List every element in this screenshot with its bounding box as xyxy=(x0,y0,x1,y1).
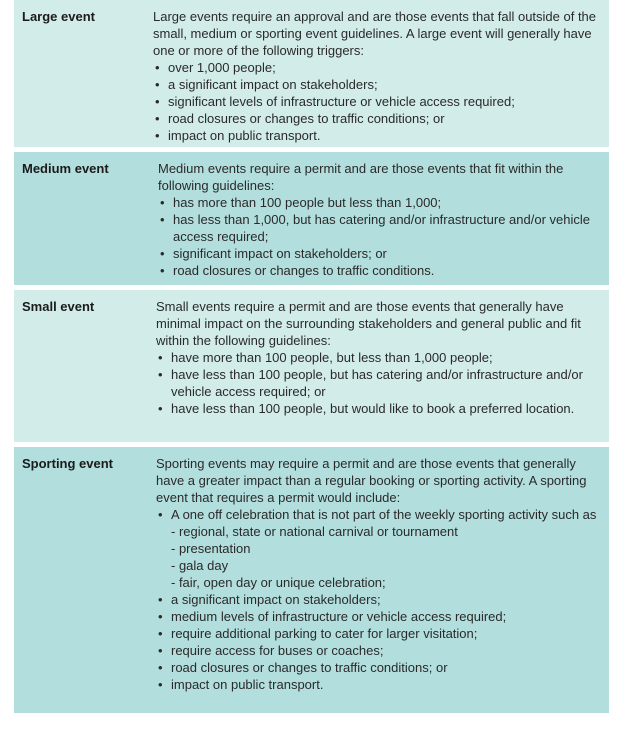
sub-list-item: - presentation xyxy=(171,541,251,556)
description xyxy=(156,455,609,707)
list-item: • road closures or changes to traffic conditions. xyxy=(158,262,601,279)
list-item: • impact on public transport. xyxy=(156,676,601,693)
sub-list-item: - gala day xyxy=(171,558,229,573)
list-item: • have less than 100 people, but would like to book a preferred location. xyxy=(156,400,601,417)
list-item: • road closures or changes to traffic conditions; or xyxy=(153,110,601,127)
list-item: • A one off celebration that is not part of the weekly sporting activity such as xyxy=(156,506,601,523)
list-item: • require access for buses or coaches; xyxy=(156,642,601,659)
bullet-list xyxy=(156,506,601,693)
term-label: Sporting event xyxy=(22,456,114,471)
sub-list-item: - fair, open day or unique celebration; xyxy=(171,575,386,590)
bullet-list xyxy=(153,59,601,144)
term-label: Small event xyxy=(22,299,95,314)
intro-text: Medium events require a permit and are those events that fit within the following guidelines: xyxy=(158,161,564,193)
description xyxy=(153,8,609,141)
table-row-sporting-event xyxy=(14,447,609,718)
intro-text: Sporting events may require a permit and are those events that generally have a greater impact than a regular booking or sporting activity. A sporting event that requires a permit would include: xyxy=(156,456,587,505)
bullet-list xyxy=(156,349,601,417)
table-row-medium-event xyxy=(14,152,609,290)
description xyxy=(158,160,609,279)
list-item: • have more than 100 people, but less than 1,000 people; xyxy=(156,349,601,366)
list-item: • have less than 100 people, but has catering and/or infrastructure and/or vehicle access required; or xyxy=(156,366,601,400)
term-label: Medium event xyxy=(22,161,109,176)
list-item: • medium levels of infrastructure or vehicle access required; xyxy=(156,608,601,625)
term-label: Large event xyxy=(22,9,95,24)
list-item: • significant levels of infrastructure or vehicle access required; xyxy=(153,93,601,110)
event-types-table xyxy=(14,0,609,718)
list-item: • a significant impact on stakeholders; xyxy=(156,591,601,608)
table-row-large-event xyxy=(14,0,609,152)
list-item: • a significant impact on stakeholders; xyxy=(153,76,601,93)
intro-text: Small events require a permit and are those events that generally have minimal impact on the surrounding stakeholders and general public and fit within the following guidelines: xyxy=(156,299,581,348)
bullet-list xyxy=(158,194,601,279)
list-item: • road closures or changes to traffic conditions; or xyxy=(156,659,601,676)
list-item: • has more than 100 people but less than 1,000; xyxy=(158,194,601,211)
description xyxy=(156,298,609,436)
intro-text: Large events require an approval and are those events that fall outside of the small, medium or sporting event guidelines. A large event will generally have one or more of the following triggers: xyxy=(153,9,597,58)
list-item: • has less than 1,000, but has catering and/or infrastructure and/or vehicle access required; xyxy=(158,211,601,245)
list-item: • require additional parking to cater for larger visitation; xyxy=(156,625,601,642)
table-row-small-event xyxy=(14,290,609,447)
list-item: • significant impact on stakeholders; or xyxy=(158,245,601,262)
list-item: • impact on public transport. xyxy=(153,127,601,144)
sub-list-item: - regional, state or national carnival or tournament xyxy=(171,524,458,539)
list-item: • over 1,000 people; xyxy=(153,59,601,76)
